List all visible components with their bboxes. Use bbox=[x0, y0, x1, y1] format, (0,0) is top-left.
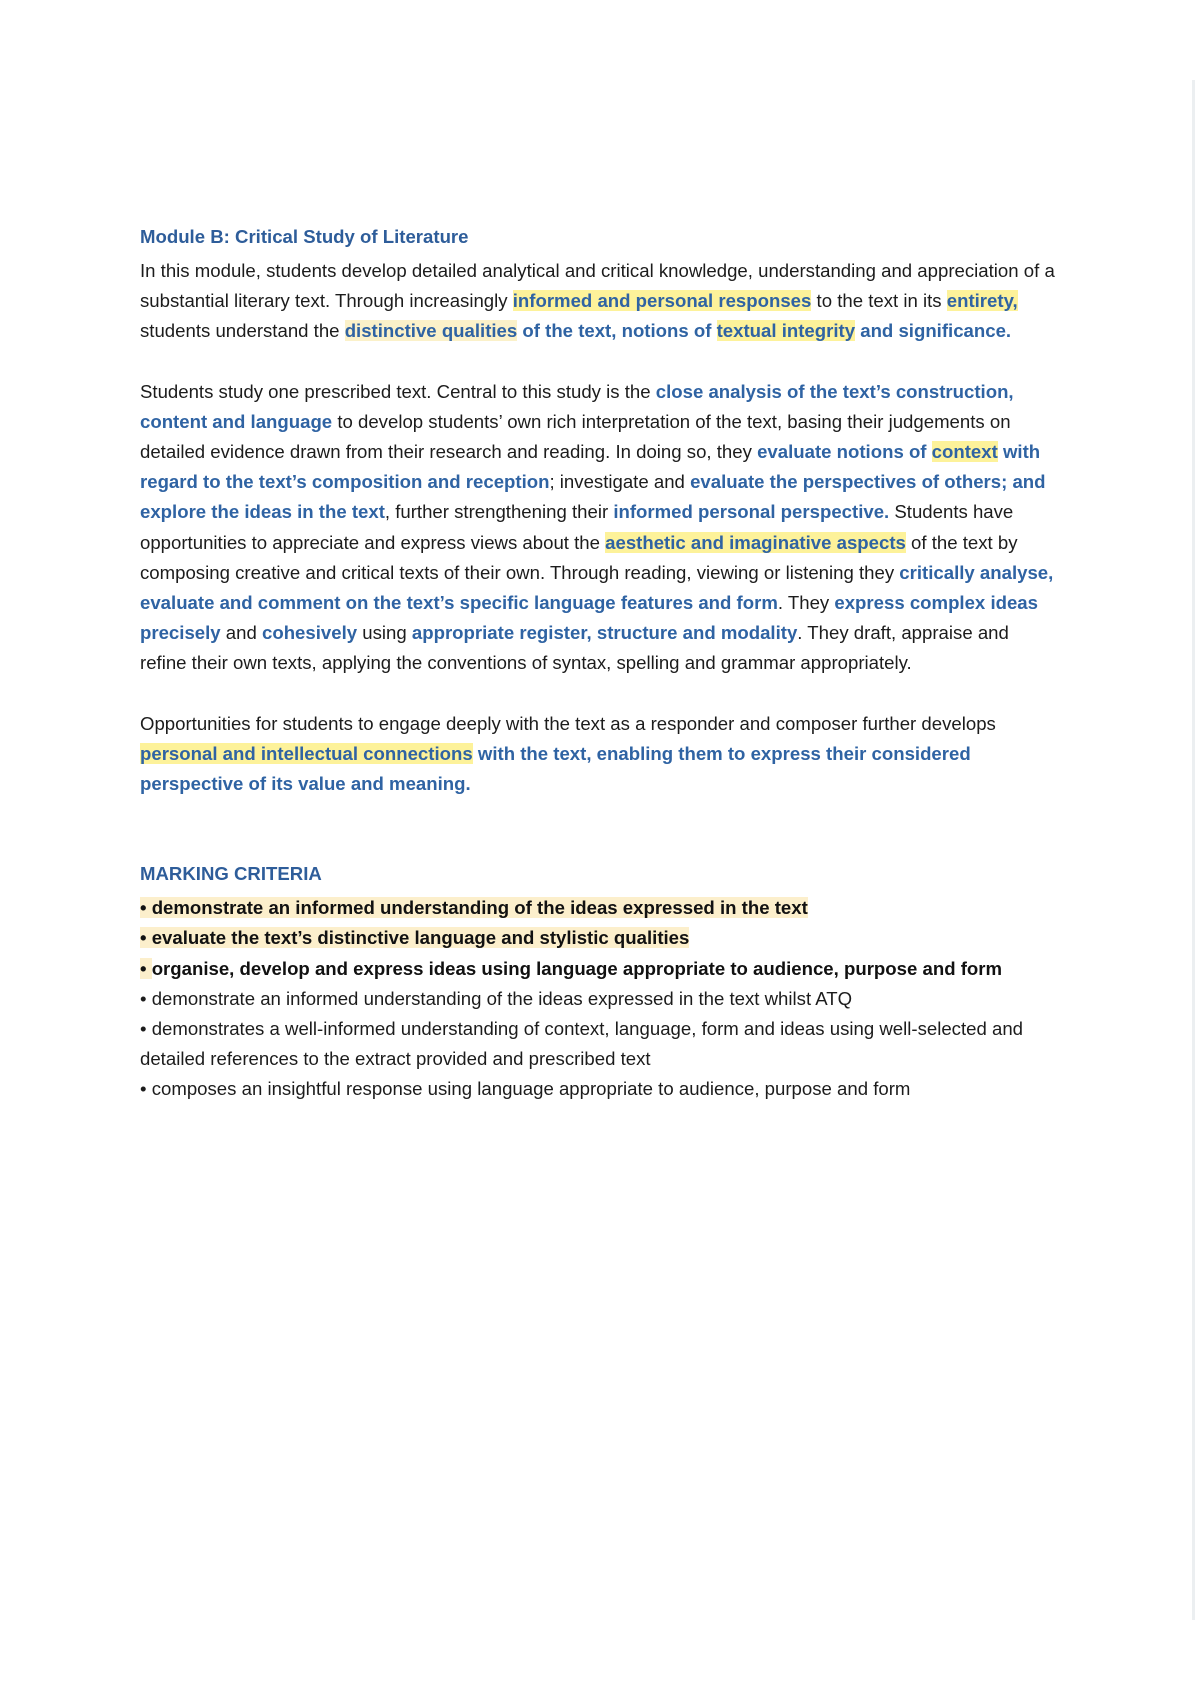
criteria-item-text bbox=[140, 958, 1002, 979]
bullet-icon: • bbox=[140, 897, 147, 919]
text-run: , further strengthening their bbox=[384, 501, 614, 523]
text-run: . They bbox=[777, 592, 835, 614]
text-run: In this module, students develop detailed analytical and critical knowledge, understanding and appreciation of a substantial literary text. Through increasingly bbox=[140, 260, 1055, 312]
text-run: students understand the bbox=[140, 320, 345, 342]
text-run: ; investigate and bbox=[549, 471, 691, 493]
bullet-icon: • bbox=[140, 927, 147, 949]
bullet-icon: • bbox=[140, 1078, 147, 1100]
highlighted-phrase: context bbox=[931, 441, 998, 463]
page-edge-shadow bbox=[1192, 80, 1195, 1620]
text-run: Students study one prescribed text. Central to this study is the bbox=[140, 380, 656, 402]
emphasized-phrase: express complex ideas precisely bbox=[140, 592, 1038, 644]
emphasized-phrase: close analysis of the text’s construction, content and language bbox=[140, 380, 1014, 432]
document-body bbox=[140, 222, 1060, 1105]
emphasized-phrase: evaluate the perspectives of others; and explore the ideas in the text bbox=[140, 471, 1046, 523]
emphasized-phrase: with the text, enabling them to express their considered perspective of its value and meaning. bbox=[140, 742, 971, 795]
criteria-item bbox=[140, 1014, 1060, 1074]
text-run: . They draft, appraise and refine their own texts, applying the conventions of syntax, spelling and grammar appropriately. bbox=[140, 622, 1009, 674]
highlighted-phrase: informed and personal responses bbox=[512, 290, 812, 312]
criteria-item-label: organise, develop and express ideas using language appropriate to audience, purpose and form bbox=[151, 957, 1003, 979]
criteria-item-label: evaluate the text’s distinctive language and stylistic qualities bbox=[151, 927, 690, 949]
emphasized-phrase: informed personal perspective. bbox=[613, 501, 890, 523]
text-run: using bbox=[357, 622, 412, 644]
criteria-item-label: demonstrate an informed understanding of the ideas expressed in the text bbox=[151, 897, 808, 919]
criteria-item bbox=[140, 1074, 1060, 1104]
criteria-item-text bbox=[140, 897, 808, 918]
emphasized-phrase: appropriate register, structure and modality bbox=[411, 622, 798, 644]
highlighted-phrase: aesthetic and imaginative aspects bbox=[605, 531, 906, 553]
emphasized-phrase: with regard to the text’s composition and reception bbox=[140, 441, 1041, 493]
bullet-icon: • bbox=[140, 957, 147, 979]
text-run: to the text in its bbox=[811, 290, 947, 312]
bullet-icon: • bbox=[140, 1018, 147, 1040]
emphasized-phrase: and significance. bbox=[855, 320, 1012, 342]
text-run: and bbox=[220, 622, 262, 644]
highlighted-phrase: personal and intellectual connections bbox=[140, 742, 473, 764]
module-paragraph-3 bbox=[140, 709, 1060, 800]
text-run: of the text by composing creative and critical texts of their own. Through reading, viewing or listening they bbox=[140, 531, 1018, 583]
emphasized-phrase: distinctive qualities bbox=[344, 320, 518, 342]
paragraph-gap bbox=[140, 679, 1060, 709]
module-paragraph-1 bbox=[140, 256, 1060, 347]
criteria-list bbox=[140, 893, 1060, 1104]
text-run: Opportunities for students to engage deeply with the text as a responder and composer further develops bbox=[140, 712, 996, 734]
emphasized-phrase: critically analyse, evaluate and comment on the text’s specific language features and form bbox=[140, 561, 1054, 614]
highlighted-phrase: entirety, bbox=[946, 290, 1018, 312]
criteria-item-label: demonstrates a well-informed understanding of context, language, form and ideas using well-selected and detailed references to the extract provided and prescribed text bbox=[140, 1018, 1024, 1070]
highlighted-phrase: textual integrity bbox=[716, 320, 856, 342]
criteria-item bbox=[140, 984, 1060, 1014]
bullet-icon: • bbox=[140, 987, 147, 1009]
criteria-item-label: composes an insightful response using language appropriate to audience, purpose and form bbox=[151, 1078, 911, 1100]
criteria-heading: MARKING CRITERIA bbox=[140, 863, 322, 885]
emphasized-phrase: evaluate notions of bbox=[757, 441, 932, 463]
criteria-item-label: demonstrate an informed understanding of the ideas expressed in the text whilst ATQ bbox=[151, 987, 853, 1009]
paragraph-gap bbox=[140, 347, 1060, 377]
section-gap bbox=[140, 799, 1060, 859]
emphasized-phrase: of the text, notions of bbox=[517, 320, 717, 342]
criteria-item bbox=[140, 923, 1060, 953]
module-paragraph-2 bbox=[140, 377, 1060, 679]
module-heading: Module B: Critical Study of Literature bbox=[140, 226, 469, 247]
criteria-item-text bbox=[140, 927, 689, 948]
criteria-item bbox=[140, 893, 1060, 923]
emphasized-phrase: cohesively bbox=[262, 622, 358, 644]
criteria-item bbox=[140, 954, 1060, 984]
text-run: Students have opportunities to appreciate and express views about the bbox=[140, 501, 1014, 553]
text-run: to develop students’ own rich interpretation of the text, basing their judgements on detailed evidence drawn from their research and reading. In doing so, they bbox=[140, 410, 1011, 463]
